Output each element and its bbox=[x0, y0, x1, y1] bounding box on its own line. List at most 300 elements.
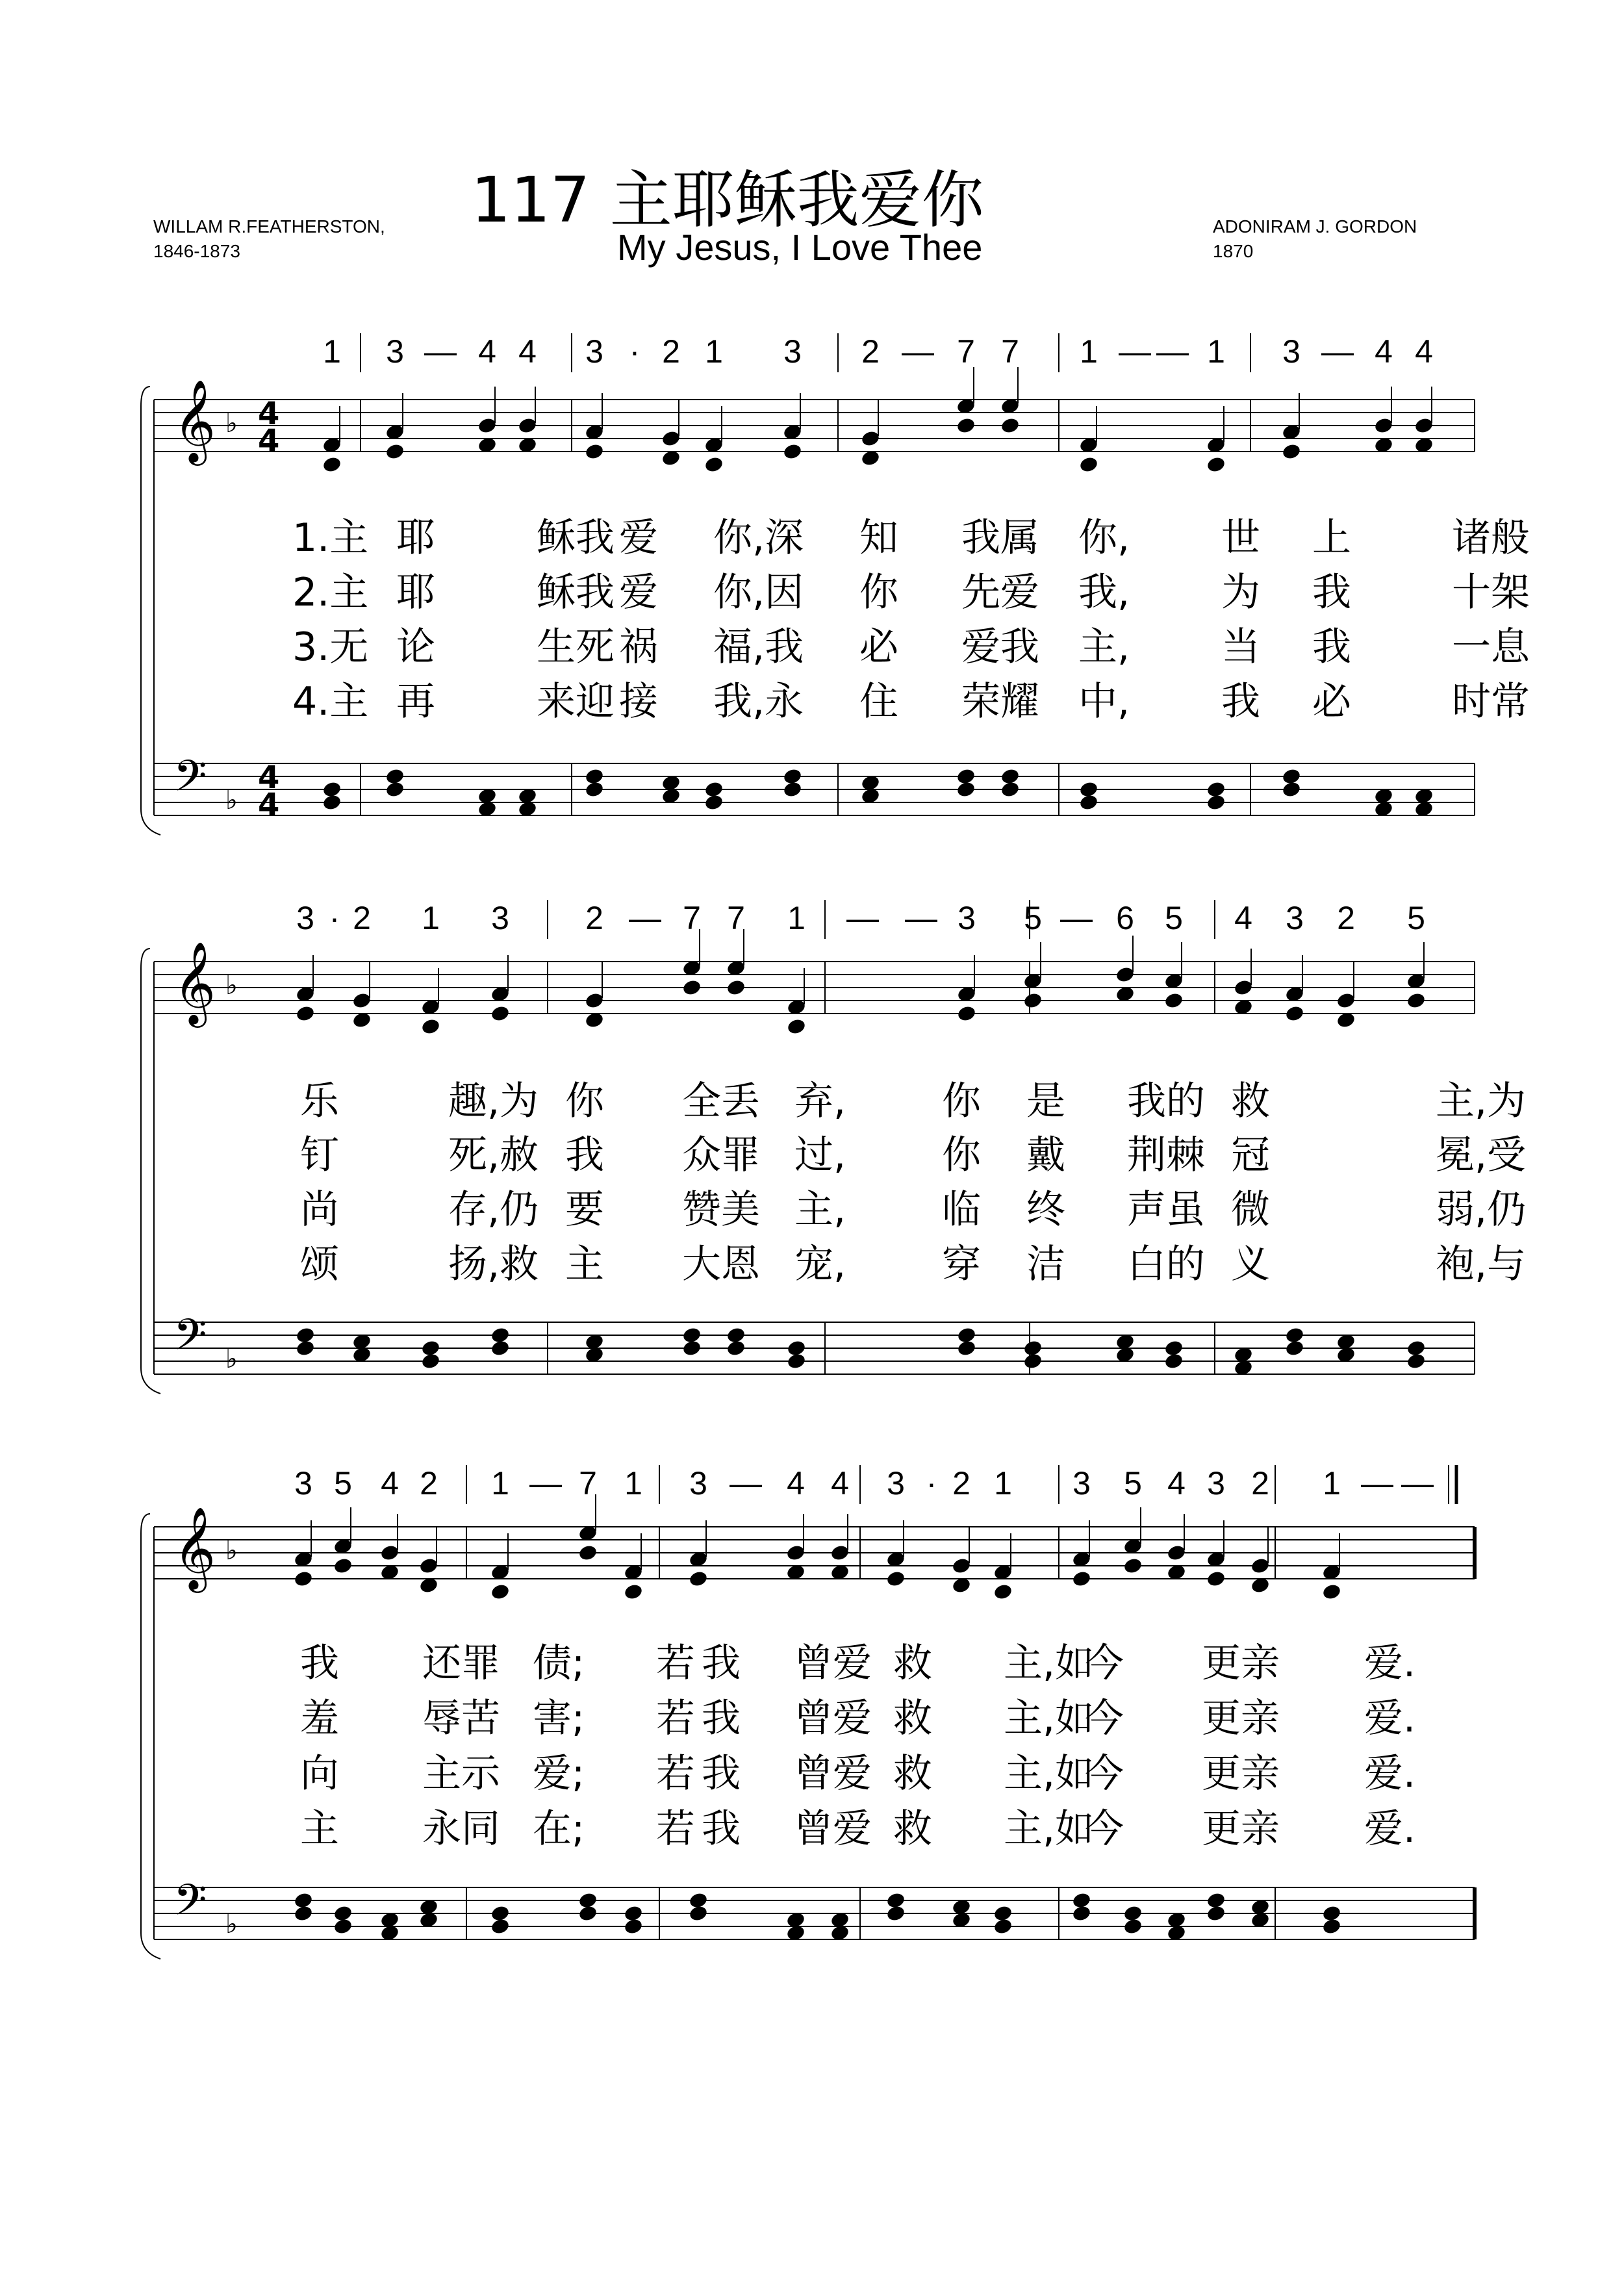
notehead bbox=[1123, 1557, 1143, 1575]
lyric-syllable: 冕,受 bbox=[1436, 1132, 1527, 1178]
jianpu-note: 2 bbox=[1337, 900, 1355, 936]
notehead bbox=[1115, 965, 1135, 984]
notehead bbox=[293, 1891, 313, 1910]
notehead bbox=[293, 1570, 313, 1588]
lyric-syllable: 救 bbox=[893, 1806, 932, 1852]
lyric-syllable: 我 bbox=[702, 1696, 741, 1741]
lyric-syllable: 再 bbox=[396, 679, 435, 724]
jianpu-note: 4 bbox=[478, 333, 496, 370]
notehead bbox=[681, 978, 702, 997]
lyric-syllable: 我的 bbox=[1127, 1079, 1205, 1124]
lyric-syllable: 穿 bbox=[942, 1242, 981, 1287]
lyric-syllable: 你,因 bbox=[713, 570, 804, 615]
lyric-syllable: 耶 bbox=[396, 570, 435, 615]
time-signature: 4 bbox=[258, 760, 280, 796]
lyric-syllable: 3.无 bbox=[292, 624, 369, 670]
system-2 bbox=[141, 900, 1526, 1394]
lyric-syllable: 还罪 bbox=[422, 1641, 500, 1686]
lyric-syllable: 爱. bbox=[1364, 1641, 1416, 1686]
notehead bbox=[885, 1891, 906, 1910]
lyric-syllable: 救 bbox=[893, 1641, 932, 1686]
jianpu-note: 5 bbox=[1024, 900, 1042, 936]
lyric-syllable: 主示 bbox=[422, 1751, 500, 1796]
lyric-syllable: 你 bbox=[565, 1079, 604, 1124]
notehead bbox=[1206, 793, 1226, 811]
lyric-syllable: 更亲 bbox=[1202, 1641, 1280, 1686]
lyric-syllable: 爱; bbox=[533, 1751, 585, 1796]
jianpu-note: 3 bbox=[689, 1465, 707, 1501]
jianpu-note: 7 bbox=[1001, 333, 1019, 370]
lyric-syllable: 我 bbox=[702, 1806, 741, 1852]
notehead bbox=[1163, 1352, 1184, 1370]
system-brace bbox=[141, 1514, 160, 1959]
notehead bbox=[1163, 991, 1184, 1010]
notehead bbox=[418, 1557, 438, 1575]
flat-icon: ♭ bbox=[225, 409, 238, 439]
jianpu-note: 7 bbox=[579, 1465, 597, 1501]
time-signature: 4 bbox=[258, 396, 280, 432]
notehead bbox=[956, 780, 976, 798]
treble-clef-icon: 𝄞 bbox=[173, 941, 216, 1024]
notehead bbox=[704, 793, 724, 811]
lyric-syllable: 爱. bbox=[1364, 1806, 1416, 1852]
lyric-syllable: 更亲 bbox=[1202, 1751, 1280, 1796]
lyric-syllable: 时常 bbox=[1452, 679, 1530, 724]
jianpu-note: 1 bbox=[705, 333, 723, 370]
jianpu-note: 4 bbox=[1375, 333, 1393, 370]
notehead bbox=[993, 1917, 1013, 1935]
jianpu-note: — bbox=[629, 900, 661, 936]
notehead bbox=[1071, 1570, 1091, 1588]
notehead bbox=[786, 1339, 806, 1357]
notehead bbox=[782, 767, 802, 786]
lyric-syllable: 全丢 bbox=[682, 1079, 760, 1124]
lyric-syllable: 向 bbox=[300, 1751, 339, 1796]
lyric-syllable: 洁 bbox=[1026, 1242, 1065, 1287]
lyric-syllable: 弃, bbox=[794, 1079, 846, 1124]
notehead bbox=[1000, 767, 1020, 786]
bass-staff bbox=[154, 1875, 1475, 1939]
lyric-syllable: 主 bbox=[300, 1806, 339, 1852]
jianpu-note: — bbox=[1119, 333, 1151, 370]
notehead bbox=[1000, 780, 1020, 798]
treble-clef-icon: 𝄞 bbox=[173, 1506, 216, 1589]
lyric-syllable: 赞美 bbox=[682, 1187, 760, 1233]
notehead bbox=[956, 1339, 976, 1357]
notehead bbox=[1206, 780, 1226, 798]
lyric-syllable: 声虽 bbox=[1127, 1187, 1205, 1233]
notehead bbox=[623, 1583, 643, 1601]
notehead bbox=[584, 767, 604, 786]
lyric-syllable: 必 bbox=[859, 624, 898, 670]
lyric-syllable: 中, bbox=[1078, 679, 1130, 724]
notehead bbox=[956, 767, 976, 786]
lyric-syllable: 稣我 bbox=[537, 570, 615, 615]
lyric-syllable: 你,深 bbox=[713, 515, 804, 561]
notehead bbox=[1414, 416, 1434, 435]
lyric-syllable: 今 bbox=[1085, 1696, 1124, 1741]
jianpu-note: 1 bbox=[323, 333, 341, 370]
lyric-syllable: 我 bbox=[702, 1641, 741, 1686]
lyric-syllable: 宠, bbox=[794, 1242, 846, 1287]
jianpu-note: 7 bbox=[683, 900, 701, 936]
lyric-syllable: 戴 bbox=[1026, 1132, 1065, 1178]
bass-staff bbox=[154, 751, 1475, 823]
bass-clef-icon: 𝄢 bbox=[173, 1875, 207, 1935]
lyric-syllable: 大恩 bbox=[682, 1242, 760, 1287]
notehead bbox=[1163, 1339, 1184, 1357]
system-brace bbox=[141, 387, 160, 835]
notehead bbox=[379, 1544, 400, 1562]
lyric-syllable: 更亲 bbox=[1202, 1696, 1280, 1741]
notehead bbox=[782, 780, 802, 798]
notehead bbox=[490, 1339, 510, 1357]
lyric-syllable: 袍,与 bbox=[1436, 1242, 1527, 1287]
lyric-syllable: 主, bbox=[794, 1187, 846, 1233]
jianpu-note: 2 bbox=[952, 1465, 971, 1501]
lyric-syllable: 来迎 bbox=[537, 679, 615, 724]
notehead bbox=[1321, 1583, 1341, 1601]
lyric-syllable: 曾爱 bbox=[794, 1641, 872, 1686]
notehead bbox=[1321, 1917, 1341, 1935]
jianpu-note: 3 bbox=[1207, 1465, 1225, 1501]
notehead bbox=[726, 1339, 746, 1357]
lyric-syllable: 众罪 bbox=[682, 1132, 760, 1178]
notehead bbox=[661, 429, 681, 448]
notehead bbox=[681, 1326, 702, 1344]
jianpu-note: 1 bbox=[491, 1465, 509, 1501]
notehead bbox=[1206, 455, 1226, 474]
composer-name: ADONIRAM J. GORDON bbox=[1213, 216, 1417, 236]
jianpu-note: 5 bbox=[1124, 1465, 1142, 1501]
lyric-syllable: 我,永 bbox=[713, 679, 804, 724]
jianpu-note: — bbox=[1321, 333, 1354, 370]
lyric-syllable: 害; bbox=[533, 1696, 585, 1741]
bass-staff bbox=[154, 1310, 1475, 1374]
notehead bbox=[322, 455, 342, 474]
bass-clef-icon: 𝄢 bbox=[173, 1310, 207, 1370]
notehead bbox=[1166, 1544, 1186, 1562]
lyric-syllable: 主,如 bbox=[1004, 1751, 1095, 1796]
jianpu-note: · bbox=[329, 900, 340, 936]
jianpu-note: 5 bbox=[1407, 900, 1425, 936]
notehead bbox=[490, 1904, 510, 1923]
jianpu-note: 3 bbox=[958, 900, 976, 936]
system-1 bbox=[141, 333, 1530, 835]
notehead bbox=[333, 1904, 353, 1923]
jianpu-note: — bbox=[905, 900, 937, 936]
lyric-syllable: 若 bbox=[656, 1696, 695, 1741]
jianpu-note: 1 bbox=[422, 900, 440, 936]
jianpu-note: 4 bbox=[1415, 333, 1433, 370]
jianpu-note: 2 bbox=[861, 333, 880, 370]
jianpu-note: 3 bbox=[585, 333, 603, 370]
notehead bbox=[1078, 780, 1098, 798]
lyric-syllable: 2.主 bbox=[292, 570, 369, 615]
lyric-syllable: 过, bbox=[794, 1132, 846, 1178]
notehead bbox=[623, 1917, 643, 1935]
jianpu-note: — bbox=[730, 1465, 762, 1501]
notehead bbox=[1071, 1904, 1091, 1923]
notehead bbox=[623, 1904, 643, 1923]
notehead bbox=[1022, 1339, 1043, 1357]
lyric-syllable: 荣耀 bbox=[961, 679, 1039, 724]
notehead bbox=[726, 978, 746, 997]
lyric-syllable: 若 bbox=[656, 1806, 695, 1852]
notehead bbox=[584, 442, 604, 461]
notehead bbox=[584, 780, 604, 798]
lyric-syllable: 爱我 bbox=[961, 624, 1039, 670]
lyric-syllable: 为 bbox=[1221, 570, 1260, 615]
notehead bbox=[885, 1570, 906, 1588]
notehead bbox=[584, 991, 604, 1010]
jianpu-note: 2 bbox=[662, 333, 680, 370]
notehead bbox=[1406, 1339, 1426, 1357]
lyric-syllable: 救 bbox=[893, 1696, 932, 1741]
lyric-syllable: 诸般 bbox=[1452, 515, 1530, 561]
notehead bbox=[1022, 991, 1043, 1010]
notehead bbox=[577, 1891, 598, 1910]
jianpu-note: 3 bbox=[386, 333, 404, 370]
jianpu-note: 1 bbox=[1323, 1465, 1341, 1501]
lyric-syllable: 白的 bbox=[1127, 1242, 1205, 1287]
notehead bbox=[1321, 1904, 1341, 1923]
lyric-syllable: 曾爱 bbox=[794, 1696, 872, 1741]
notehead bbox=[333, 1557, 353, 1575]
lyric-syllable: 稣我 bbox=[537, 515, 615, 561]
jianpu-note: · bbox=[926, 1465, 937, 1501]
flat-icon: ♭ bbox=[225, 786, 238, 815]
lyric-syllable: 必 bbox=[1312, 679, 1351, 724]
notehead bbox=[1284, 1326, 1304, 1344]
lyricist-name: WILLAM R.FEATHERSTON, bbox=[153, 216, 385, 236]
jianpu-note: 1 bbox=[1080, 333, 1098, 370]
notehead bbox=[956, 1004, 976, 1023]
system-3 bbox=[141, 1465, 1475, 1959]
lyric-syllable: 若 bbox=[656, 1641, 695, 1686]
lyric-syllable: 颂 bbox=[300, 1242, 339, 1287]
notehead bbox=[490, 1326, 510, 1344]
jianpu-note: 2 bbox=[1251, 1465, 1269, 1501]
jianpu-note: 3 bbox=[296, 900, 314, 936]
notehead bbox=[1022, 1352, 1043, 1370]
lyric-syllable: 辱苦 bbox=[422, 1696, 500, 1741]
notehead bbox=[956, 416, 976, 435]
jianpu-note: 3 bbox=[783, 333, 802, 370]
notehead bbox=[1373, 416, 1393, 435]
lyric-syllable: 若 bbox=[656, 1751, 695, 1796]
lyric-syllable: 曾爱 bbox=[794, 1806, 872, 1852]
lyric-syllable: 要 bbox=[565, 1187, 604, 1233]
jianpu-note: 7 bbox=[957, 333, 975, 370]
notehead bbox=[322, 793, 342, 811]
flat-icon: ♭ bbox=[225, 1910, 238, 1939]
notehead bbox=[704, 780, 724, 798]
lyric-syllable: 论 bbox=[396, 624, 435, 670]
notehead bbox=[1250, 1557, 1270, 1575]
lyric-syllable: 曾爱 bbox=[794, 1751, 872, 1796]
lyric-syllable: 今 bbox=[1085, 1641, 1124, 1686]
lyric-syllable: 耶 bbox=[396, 515, 435, 561]
lyric-syllable: 主 bbox=[565, 1242, 604, 1287]
hymn-english-title: My Jesus, I Love Thee bbox=[617, 227, 983, 268]
notehead bbox=[490, 1583, 510, 1601]
jianpu-note: 4 bbox=[518, 333, 537, 370]
jianpu-note: 4 bbox=[787, 1465, 805, 1501]
notehead bbox=[420, 1017, 440, 1036]
notehead bbox=[1078, 793, 1098, 811]
lyric-syllable: 尚 bbox=[300, 1187, 339, 1233]
jianpu-note: 4 bbox=[381, 1465, 399, 1501]
flat-icon: ♭ bbox=[225, 971, 238, 1001]
jianpu-note: 7 bbox=[727, 900, 745, 936]
notehead bbox=[490, 1917, 510, 1935]
notehead bbox=[1206, 1570, 1226, 1588]
lyric-syllable: 接 bbox=[619, 679, 658, 724]
notehead bbox=[956, 1326, 976, 1344]
lyric-syllable: 上 bbox=[1312, 515, 1351, 561]
lyric-syllable: 羞 bbox=[300, 1696, 339, 1741]
jianpu-note: — bbox=[846, 900, 879, 936]
notehead bbox=[726, 1326, 746, 1344]
lyric-syllable: 今 bbox=[1085, 1751, 1124, 1796]
jianpu-note: — bbox=[1156, 333, 1189, 370]
jianpu-note: 1 bbox=[787, 900, 806, 936]
notehead bbox=[385, 767, 405, 786]
time-signature: 4 bbox=[258, 423, 280, 459]
notehead bbox=[293, 1904, 313, 1923]
lyric-syllable: 你 bbox=[942, 1132, 981, 1178]
notehead bbox=[951, 1557, 971, 1575]
jianpu-note: 1 bbox=[994, 1465, 1012, 1501]
lyric-syllable: 主,为 bbox=[1436, 1079, 1527, 1124]
notehead bbox=[420, 1339, 440, 1357]
jianpu-note: 5 bbox=[334, 1465, 352, 1501]
lyric-syllable: 乐 bbox=[300, 1079, 339, 1124]
notehead bbox=[577, 1544, 598, 1562]
lyric-syllable: 趣,为 bbox=[448, 1079, 539, 1124]
lyric-syllable: 冠 bbox=[1231, 1132, 1270, 1178]
jianpu-note: 4 bbox=[1167, 1465, 1186, 1501]
notehead bbox=[322, 780, 342, 798]
composer-year: 1870 bbox=[1213, 240, 1254, 261]
notehead bbox=[385, 780, 405, 798]
lyric-syllable: 爱. bbox=[1364, 1696, 1416, 1741]
lyric-syllable: 临 bbox=[942, 1187, 981, 1233]
jianpu-note: — bbox=[424, 333, 457, 370]
notehead bbox=[1336, 991, 1356, 1010]
lyric-syllable: 你, bbox=[1078, 515, 1130, 561]
lyric-syllable: 1.主 bbox=[292, 515, 369, 561]
jianpu-note: 3 bbox=[1286, 900, 1304, 936]
lyric-syllable: 世 bbox=[1221, 515, 1260, 561]
lyric-syllable: 爱 bbox=[619, 515, 658, 561]
lyric-syllable: 我, bbox=[1078, 570, 1130, 615]
lyric-syllable: 主,如 bbox=[1004, 1696, 1095, 1741]
lyric-syllable: 福,我 bbox=[713, 624, 804, 670]
hymn-title: 117 主耶稣我爱你 bbox=[471, 164, 984, 236]
lyric-syllable: 主,如 bbox=[1004, 1806, 1095, 1852]
lyric-syllable: 我 bbox=[702, 1751, 741, 1796]
notehead bbox=[688, 1904, 708, 1923]
jianpu-note: 3 bbox=[1072, 1465, 1091, 1501]
lyric-syllable: 在; bbox=[533, 1806, 585, 1852]
lyric-syllable: 今 bbox=[1085, 1806, 1124, 1852]
lyric-syllable: 祸 bbox=[619, 624, 658, 670]
notehead bbox=[1123, 1904, 1143, 1923]
notehead bbox=[1000, 416, 1020, 435]
lyric-syllable: 一息 bbox=[1452, 624, 1530, 670]
lyric-syllable: 我 bbox=[1221, 679, 1260, 724]
notehead bbox=[1078, 455, 1098, 474]
system-brace bbox=[141, 949, 160, 1394]
lyric-syllable: 先爱 bbox=[961, 570, 1039, 615]
lyric-syllable: 是 bbox=[1026, 1079, 1065, 1124]
notehead bbox=[704, 455, 724, 474]
jianpu-note: 3 bbox=[1282, 333, 1300, 370]
lyric-syllable: 更亲 bbox=[1202, 1806, 1280, 1852]
jianpu-note: 3 bbox=[887, 1465, 905, 1501]
notehead bbox=[477, 416, 497, 435]
jianpu-note: 3 bbox=[294, 1465, 312, 1501]
lyricist-years: 1846-1873 bbox=[153, 240, 240, 261]
notehead bbox=[333, 1917, 353, 1935]
flat-icon: ♭ bbox=[225, 1344, 238, 1374]
notehead bbox=[688, 1891, 708, 1910]
notehead bbox=[681, 1339, 702, 1357]
treble-staff bbox=[154, 941, 1475, 1028]
notehead bbox=[295, 1339, 315, 1357]
lyric-syllable: 我 bbox=[565, 1132, 604, 1178]
notehead bbox=[1406, 1352, 1426, 1370]
lyric-syllable: 你 bbox=[859, 570, 898, 615]
treble-staff bbox=[154, 379, 1475, 466]
notehead bbox=[1281, 442, 1301, 461]
lyric-syllable: 存,仍 bbox=[448, 1187, 539, 1233]
lyric-syllable: 死,赦 bbox=[448, 1132, 539, 1178]
lyric-syllable: 我 bbox=[1312, 624, 1351, 670]
lyric-syllable: 你 bbox=[942, 1079, 981, 1124]
notehead bbox=[295, 1004, 315, 1023]
notehead bbox=[830, 1544, 850, 1562]
bass-clef-icon: 𝄢 bbox=[173, 751, 207, 811]
lyric-syllable: 荆棘 bbox=[1127, 1132, 1205, 1178]
jianpu-note: 3 bbox=[491, 900, 509, 936]
lyric-syllable: 生死 bbox=[537, 624, 615, 670]
lyric-syllable: 4.主 bbox=[292, 679, 369, 724]
notehead bbox=[490, 1004, 510, 1023]
lyric-syllable: 当 bbox=[1221, 624, 1260, 670]
notehead bbox=[786, 1352, 806, 1370]
lyric-syllable: 微 bbox=[1231, 1187, 1270, 1233]
notehead bbox=[1281, 767, 1301, 786]
treble-staff bbox=[154, 1506, 1475, 1593]
lyric-syllable: 永同 bbox=[422, 1806, 500, 1852]
lyric-syllable: 十架 bbox=[1452, 570, 1530, 615]
notehead bbox=[517, 416, 537, 435]
lyric-syllable: 知 bbox=[859, 515, 898, 561]
notehead bbox=[993, 1583, 1013, 1601]
jianpu-note: 6 bbox=[1116, 900, 1134, 936]
jianpu-note: 1 bbox=[1207, 333, 1225, 370]
notehead bbox=[295, 1326, 315, 1344]
lyric-syllable: 主,如 bbox=[1004, 1641, 1095, 1686]
lyric-syllable: 义 bbox=[1231, 1242, 1270, 1287]
jianpu-note: — bbox=[529, 1465, 562, 1501]
jianpu-note: 2 bbox=[420, 1465, 438, 1501]
notehead bbox=[1206, 1904, 1226, 1923]
notehead bbox=[785, 1544, 806, 1562]
